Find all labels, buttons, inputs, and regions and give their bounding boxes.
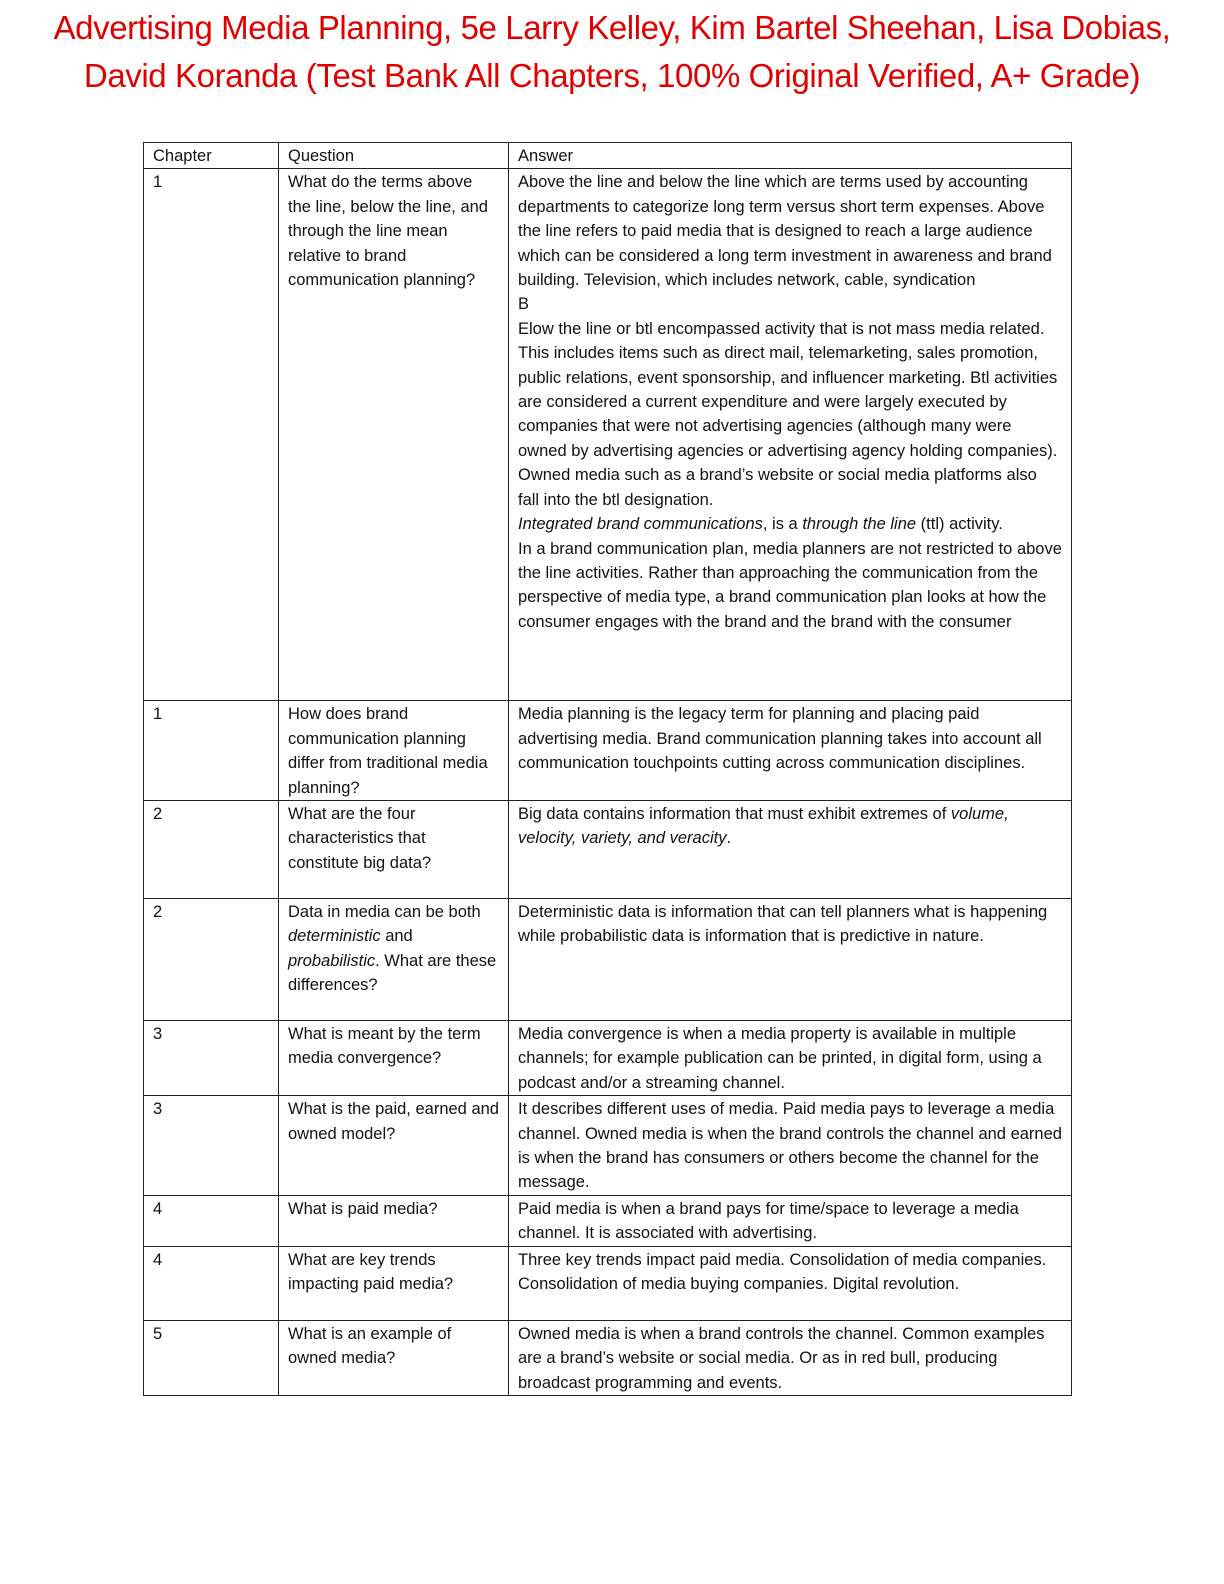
answer-cell: Three key trends impact paid media. Consolidation of media companies. Consolidation of media buying companies. Digital revolution.: [509, 1246, 1072, 1320]
chapter-cell: 3: [144, 1021, 279, 1096]
question-cell: What is an example of owned media?: [279, 1320, 509, 1395]
header-question: Question: [279, 143, 509, 169]
table-row: [144, 1096, 1072, 1196]
table-row: [144, 701, 1072, 801]
chapter-cell: 4: [144, 1195, 279, 1246]
chapter-cell: 2: [144, 801, 279, 899]
chapter-cell: 5: [144, 1320, 279, 1395]
answer-cell: [509, 801, 1072, 899]
answer-paragraph: Elow the line or btl encompassed activity that is not mass media related. This includes items such as direct mail, telemarketing, sales promotion, public relations, event sponsorship, and influencer marketing. Btl activities are considered a current expenditure and were largely executed by companies that were not advertising agencies (although many were owned by advertising agencies or advertising agency holding companies). Owned media such as a brand’s website or social media platforms also fall into the btl designation.: [518, 319, 1058, 509]
table-row: [144, 1195, 1072, 1246]
chapter-cell: 1: [144, 701, 279, 801]
answer-cell: It describes different uses of media. Paid media pays to leverage a media channel. Owned media is when the brand controls the channel and earned is when the brand has consumers or others become the channel for the message.: [509, 1096, 1072, 1196]
question-cell: What are key trends impacting paid media?: [279, 1246, 509, 1320]
answer-text: Big data contains information that must exhibit extremes of: [518, 805, 951, 824]
table-row: [144, 1246, 1072, 1320]
table-row: [144, 801, 1072, 899]
answer-text: (ttl) activity.: [916, 515, 1003, 534]
document-title: Advertising Media Planning, 5e Larry Kelley, Kim Bartel Sheehan, Lisa Dobias, David Koranda (Test Bank All Chapters, 100% Original Verified, A+ Grade): [53, 9, 1171, 94]
answer-cell: Paid media is when a brand pays for time/space to leverage a media channel. It is associated with advertising.: [509, 1195, 1072, 1246]
question-cell: What is paid media?: [279, 1195, 509, 1246]
question-cell: What is meant by the term media convergence?: [279, 1021, 509, 1096]
header-chapter: Chapter: [144, 143, 279, 169]
table-row: [144, 1021, 1072, 1096]
answer-paragraph: In a brand communication plan, media planners are not restricted to above the line activities. Rather than approaching the communication from the perspective of media type, a brand communication plan looks at how the consumer engages with the brand and the brand with the consumer: [518, 539, 1062, 631]
table-row: [144, 1320, 1072, 1395]
chapter-cell: 4: [144, 1246, 279, 1320]
question-text: and: [380, 927, 413, 946]
italic-term: Integrated brand communications: [518, 515, 763, 534]
answer-paragraph: Above the line and below the line which are terms used by accounting departments to categorize long term versus short term expenses. Above the line refers to paid media that is designed to reach a large audience which can be considered a long term investment in awareness and brand building. Television, which includes network, cable, syndication: [518, 173, 1052, 290]
header-answer: Answer: [509, 143, 1072, 169]
italic-term: through the line: [802, 515, 917, 534]
chapter-cell: 3: [144, 1096, 279, 1196]
answer-paragraph: B: [518, 295, 530, 314]
answer-text: .: [726, 829, 732, 848]
question-cell: How does brand communication planning differ from traditional media planning?: [279, 701, 509, 801]
answer-cell: [509, 169, 1072, 701]
question-text: . What are these differences?: [288, 951, 497, 995]
answer-cell: Media planning is the legacy term for planning and placing paid advertising media. Brand communication planning takes into account all communication touchpoints cutting across communication disciplines.: [509, 701, 1072, 801]
question-cell: What is the paid, earned and owned model?: [279, 1096, 509, 1196]
chapter-cell: 1: [144, 169, 279, 701]
answer-cell: Media convergence is when a media property is available in multiple channels; for example publication can be printed, in digital form, using a podcast and/or a streaming channel.: [509, 1021, 1072, 1096]
table-row: [144, 169, 1072, 701]
answer-paragraph: [518, 512, 1062, 536]
italic-term: probabilistic: [288, 951, 376, 970]
question-text: Data in media can be both: [288, 903, 481, 922]
italic-term: volume, velocity, variety, and veracity: [518, 805, 1009, 848]
answer-cell: Deterministic data is information that can tell planners what is happening while probabilistic data is information that is predictive in nature.: [509, 899, 1072, 1021]
question-cell: What are the four characteristics that constitute big data?: [279, 801, 509, 899]
chapter-cell: 2: [144, 899, 279, 1021]
qa-table: [143, 142, 1072, 1396]
table-header-row: [144, 143, 1072, 169]
question-cell: What do the terms above the line, below the line, and through the line mean relative to brand communication planning?: [279, 169, 509, 701]
italic-term: deterministic: [288, 927, 381, 946]
table-row: [144, 899, 1072, 1021]
answer-text: , is a: [762, 515, 803, 534]
answer-cell: Owned media is when a brand controls the channel. Common examples are a brand’s website or social media. Or as in red bull, producing broadcast programming and events.: [509, 1320, 1072, 1395]
question-cell: [279, 899, 509, 1021]
